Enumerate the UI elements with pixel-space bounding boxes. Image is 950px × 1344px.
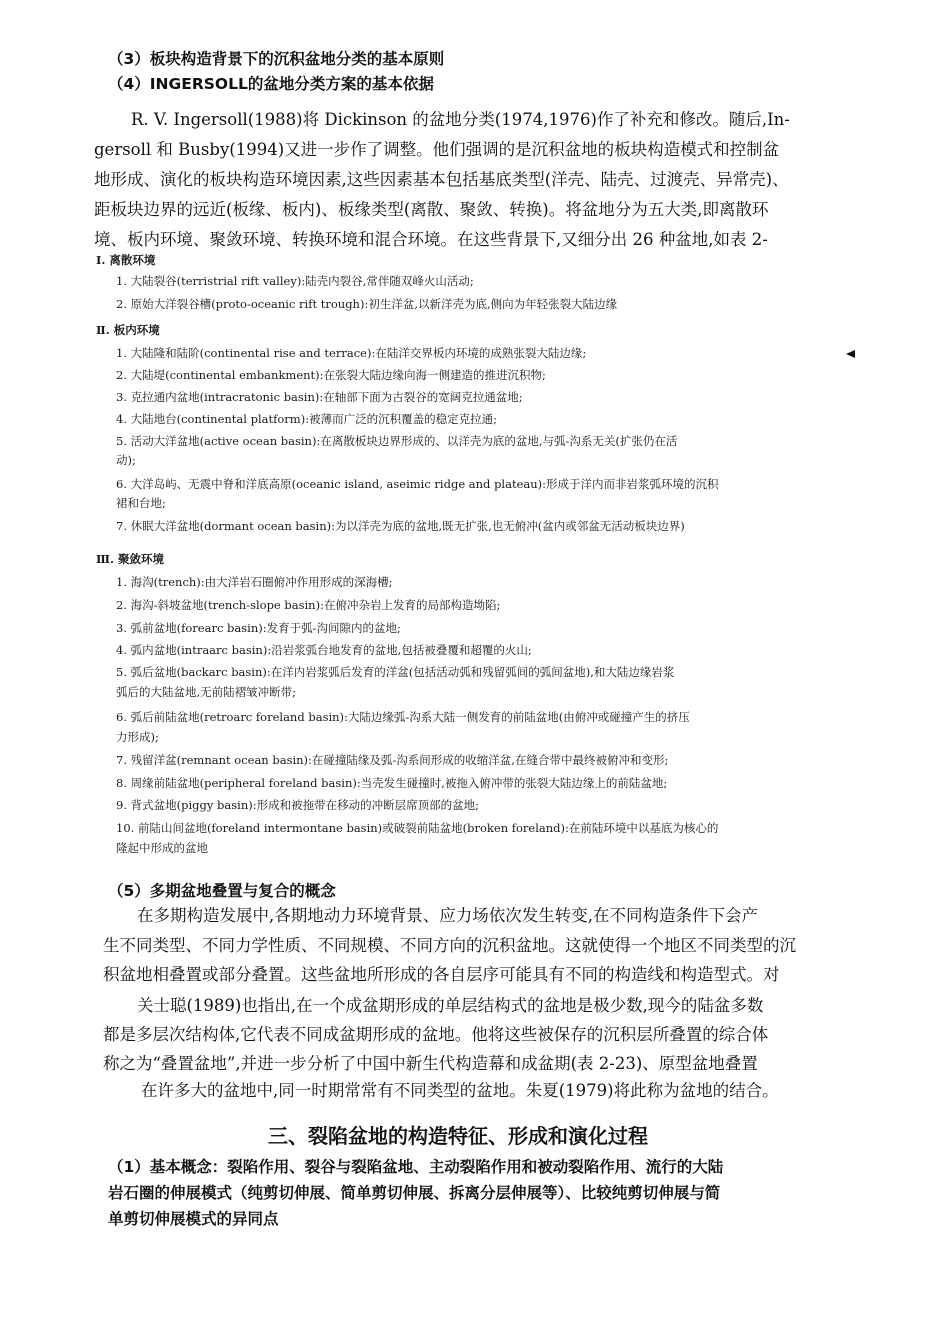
paragraph-line: 关士聪(1989)也指出,在一个成盆期形成的单层结构式的盆地是极少数,现今的陆盆多数	[137, 996, 764, 1015]
list-item: 10. 前陆山间盆地(foreland intermontane basin)或破裂前陆盆地(broken foreland):在前陆环境中以基底为核心的	[116, 821, 719, 835]
margin-arrow-mark	[846, 350, 855, 358]
paragraph-line: 积盆地相叠置或部分叠置。这些盆地所形成的各自层序可能具有不同的构造线和构造型式。对	[103, 965, 780, 984]
heading-5: （5）多期盆地叠置与复合的概念	[108, 882, 336, 900]
list-item-continued: 隆起中形成的盆地	[116, 841, 208, 855]
list-item: 9. 背式盆地(piggy basin):形成和被拖带在移动的冲断层席顶部的盆地;	[116, 798, 479, 812]
list-item: 3. 克拉通内盆地(intracratonic basin):在轴部下面为古裂谷的宽阔克拉通盆地;	[116, 390, 523, 404]
list-item-continued: 弧后的大陆盆地,无前陆褶皱冲断带;	[116, 685, 297, 699]
intro-line: gersoll 和 Busby(1994)又进一步作了调整。他们强调的是沉积盆地的板块构造模式和控制盆	[94, 140, 780, 159]
paragraph-line: 称之为“叠置盆地”,并进一步分析了中国中新生代构造幕和成盆期(表 2-23)、原型盆地叠置	[103, 1054, 758, 1073]
list-item: 7. 残留洋盆(remnant ocean basin):在碰撞陆缘及弧-沟系间形成的收缩洋盆,在缝合带中最终被俯冲和变形;	[116, 753, 669, 767]
list-item-continued: 动);	[116, 453, 136, 467]
question-line: （1）基本概念：裂陷作用、裂谷与裂陷盆地、主动裂陷作用和被动裂陷作用、流行的大陆	[108, 1158, 724, 1176]
list-item: 5. 活动大洋盆地(active ocean basin):在离散板块边界形成的、以洋壳为底的盆地,与弧-沟系无关(扩张仍在活	[116, 434, 678, 448]
heading-4: （4）INGERSOLL的盆地分类方案的基本依据	[108, 75, 434, 93]
intro-line: 地形成、演化的板块构造环境因素,这些因素基本包括基底类型(洋壳、陆壳、过渡壳、异常壳)、	[94, 170, 789, 189]
intro-line: 距板块边界的远近(板缘、板内)、板缘类型(离散、聚敛、转换)。将盆地分为五大类,即离散环	[94, 200, 769, 219]
paragraph-line: 都是多层次结构体,它代表不同成盆期形成的盆地。他将这些被保存的沉积层所叠置的综合体	[103, 1025, 769, 1044]
list-item-continued: 力形成);	[116, 730, 159, 744]
list-item: 2. 大陆堤(continental embankment):在张裂大陆边缘向海一侧建造的推进沉积物;	[116, 368, 546, 382]
intro-line: R. V. Ingersoll(1988)将 Dickinson 的盆地分类(1974,1976)作了补充和修改。随后,In-	[131, 110, 790, 129]
list-item: 8. 周缘前陆盆地(peripheral foreland basin):当壳发生碰撞时,被拖入俯冲带的张裂大陆边缘上的前陆盆地;	[116, 776, 668, 790]
list-item: 7. 休眠大洋盆地(dormant ocean basin):为以洋壳为底的盆地,既无扩张,也无俯冲(盆内或邻盆无活动板块边界)	[116, 519, 685, 533]
list-item: 2. 原始大洋裂谷槽(proto-oceanic rift trough):初生洋盆,以新洋壳为底,侧向为年轻张裂大陆边缘	[116, 297, 618, 311]
paragraph-line: 生不同类型、不同力学性质、不同规模、不同方向的沉积盆地。这就使得一个地区不同类型的沉	[103, 936, 796, 955]
heading-3: （3）板块构造背景下的沉积盆地分类的基本原则	[108, 50, 445, 68]
section-title-convergent: Ⅲ. 聚敛环境	[96, 552, 165, 566]
list-item: 2. 海沟-斜坡盆地(trench-slope basin):在俯冲杂岩上发育的局部构造坳陷;	[116, 598, 501, 612]
paragraph-line: 在许多大的盆地中,同一时期常常有不同类型的盆地。朱夏(1979)将此称为盆地的结合。	[141, 1081, 779, 1100]
question-line: 岩石圈的伸展模式（纯剪切伸展、简单剪切伸展、拆离分层伸展等）、比较纯剪切伸展与简	[108, 1184, 721, 1202]
list-item: 1. 大陆隆和陆阶(continental rise and terrace):在陆洋交界板内环境的成熟张裂大陆边缘;	[116, 346, 587, 360]
paragraph-line: 在多期构造发展中,各期地动力环境背景、应力场依次发生转变,在不同构造条件下会产	[137, 906, 758, 925]
list-item: 4. 弧内盆地(intraarc basin):沿岩浆弧台地发育的盆地,包括被叠覆和超覆的火山;	[116, 643, 532, 657]
list-item: 1. 大陆裂谷(terristrial rift valley):陆壳内裂谷,常伴随双峰火山活动;	[116, 274, 474, 288]
intro-line: 境、板内环境、聚敛环境、转换环境和混合环境。在这些背景下,又细分出 26 种盆地,如表 2-	[94, 230, 768, 249]
list-item: 6. 弧后前陆盆地(retroarc foreland basin):大陆边缘弧-沟系大陆一侧发育的前陆盆地(由俯冲或碰撞产生的挤压	[116, 710, 690, 724]
list-item: 3. 弧前盆地(forearc basin):发育于弧-沟间隙内的盆地;	[116, 621, 401, 635]
section-title-divergent: Ⅰ. 离散环境	[96, 253, 156, 267]
section-title-intraplate: Ⅱ. 板内环境	[96, 323, 160, 337]
list-item-continued: 裙和台地;	[116, 496, 166, 510]
list-item: 5. 弧后盆地(backarc basin):在洋内岩浆弧后发育的洋盆(包括活动弧和残留弧间的弧间盆地),和大陆边缘岩浆	[116, 665, 675, 679]
question-line: 单剪切伸展模式的异同点	[108, 1210, 279, 1228]
list-item: 4. 大陆地台(continental platform):被薄而广泛的沉积覆盖的稳定克拉通;	[116, 412, 497, 426]
section-title: 三、裂陷盆地的构造特征、形成和演化过程	[268, 1124, 648, 1148]
list-item: 6. 大洋岛屿、无震中脊和洋底高原(oceanic island, aseimic ridge and plateau):形成于洋内而非岩浆弧环境的沉积	[116, 477, 719, 491]
list-item: 1. 海沟(trench):由大洋岩石圈俯冲作用形成的深海槽;	[116, 575, 393, 589]
